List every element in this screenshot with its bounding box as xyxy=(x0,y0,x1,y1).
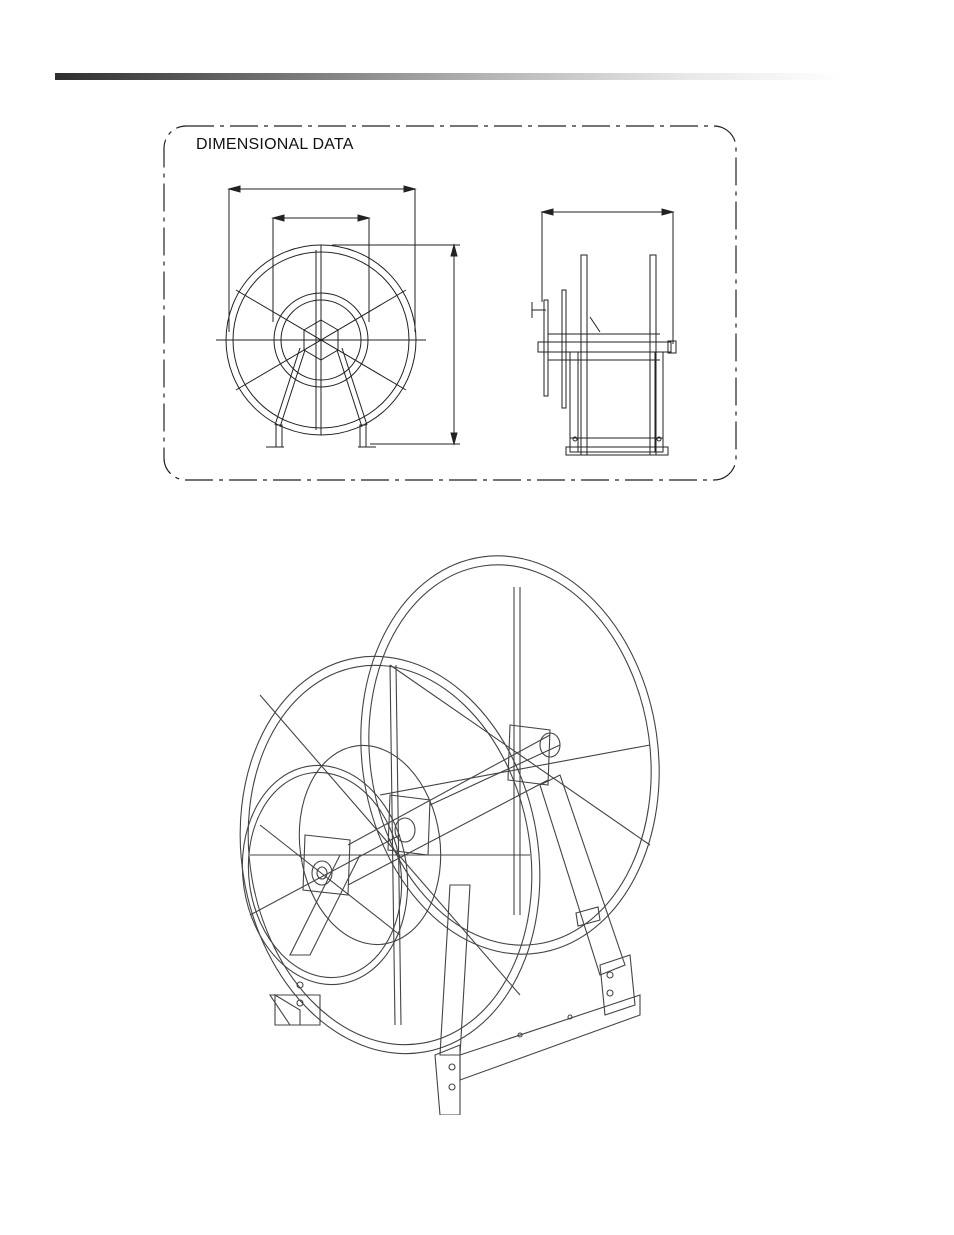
isometric-reel-drawing xyxy=(230,555,690,1115)
dimensional-drawing xyxy=(160,122,740,484)
side-view xyxy=(532,209,676,455)
dimensional-data-panel xyxy=(160,122,740,484)
reel-illustration xyxy=(230,555,690,1115)
dimensional-data-title: DIMENSIONAL DATA xyxy=(196,136,354,153)
front-view xyxy=(216,186,460,447)
header-rule xyxy=(55,73,845,80)
